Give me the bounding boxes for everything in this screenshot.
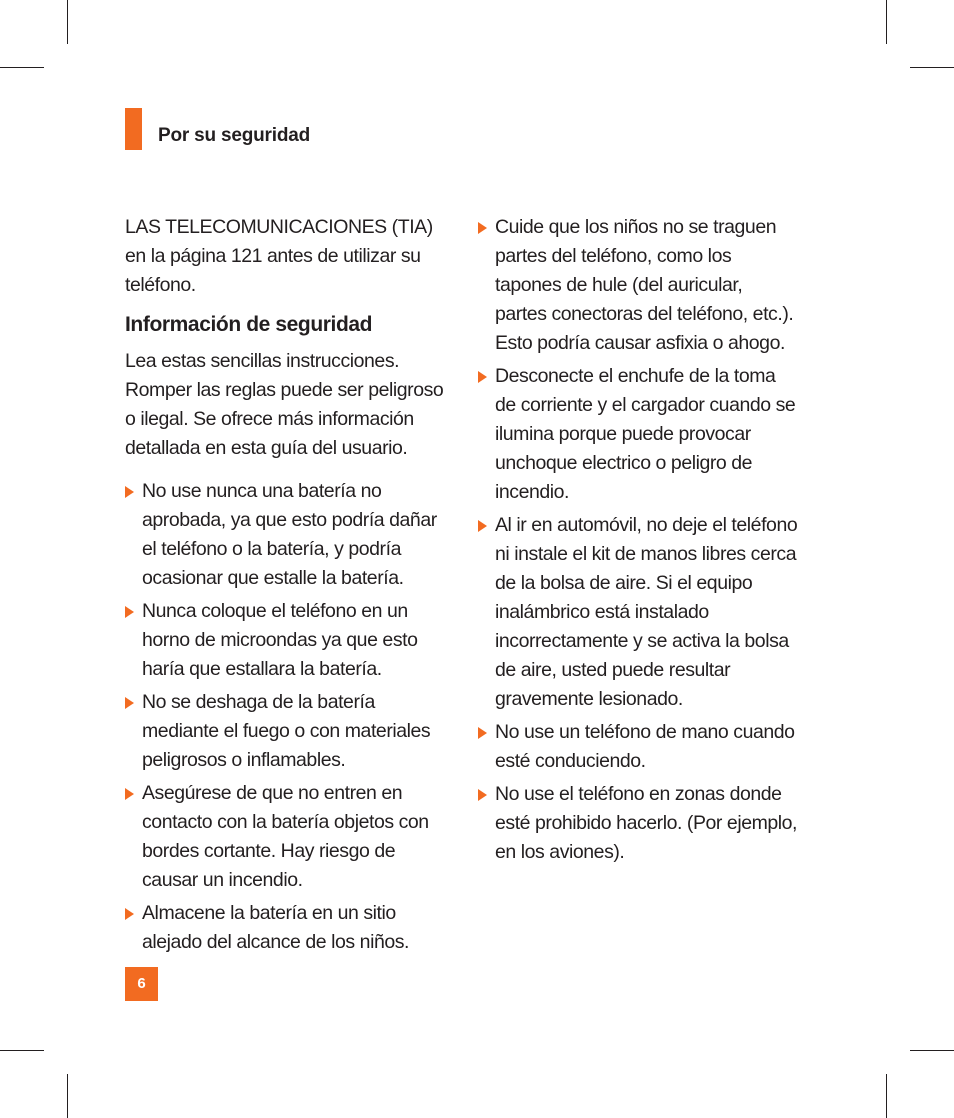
triangle-bullet-icon	[125, 908, 134, 920]
list-item-text: No use nunca una batería no aprobada, ya que esto podría dañar el teléfono o la batería, y podría ocasionar que estalle la batería.	[142, 480, 437, 589]
page-title: Por su seguridad	[158, 125, 311, 146]
right-column	[478, 213, 798, 871]
list-item	[478, 511, 798, 714]
list-item	[478, 213, 798, 358]
safety-list-left	[125, 477, 455, 957]
crop-mark	[886, 1074, 887, 1118]
triangle-bullet-icon	[125, 486, 134, 498]
list-item-text: No use un teléfono de mano cuando esté conduciendo.	[495, 721, 795, 772]
left-column	[125, 213, 455, 961]
list-item	[125, 899, 455, 957]
lead-paragraph: Lea estas sencillas instrucciones. Romper las reglas puede ser peligroso o ilegal. Se ofrece más información detallada en esta guía del usuario.	[125, 350, 444, 459]
triangle-bullet-icon	[478, 520, 487, 532]
crop-mark	[910, 67, 954, 68]
list-item	[125, 597, 455, 684]
list-item-text: Al ir en automóvil, no deje el teléfono ni instale el kit de manos libres cerca de la bolsa de aire. Si el equipo inalámbrico está instalado incorrectamente y se activa la bolsa de aire, usted puede resultar gravemente lesionado.	[495, 514, 798, 710]
triangle-bullet-icon	[125, 788, 134, 800]
section-heading: Información de seguridad	[125, 313, 373, 336]
list-item-text: No use el teléfono en zonas donde esté prohibido hacerlo. (Por ejemplo, en los aviones).	[495, 783, 798, 863]
crop-mark	[886, 0, 887, 44]
list-item-text: Almacene la batería en un sitio alejado del alcance de los niños.	[142, 902, 410, 953]
list-item-text: Desconecte el enchufe de la toma de corriente y el cargador cuando se ilumina porque puede provocar unchoque electrico o peligro de incendio.	[495, 365, 796, 503]
list-item	[125, 779, 455, 895]
list-item-text: Nunca coloque el teléfono en un horno de microondas ya que esto haría que estallara la batería.	[142, 600, 418, 680]
triangle-bullet-icon	[478, 789, 487, 801]
triangle-bullet-icon	[478, 222, 487, 234]
list-item	[478, 780, 798, 867]
triangle-bullet-icon	[478, 727, 487, 739]
crop-mark	[67, 1074, 68, 1118]
triangle-bullet-icon	[125, 606, 134, 618]
intro-paragraph: LAS TELECOMUNICACIONES (TIA) en la página 121 antes de utilizar su teléfono.	[125, 216, 433, 296]
page-number: 6	[125, 967, 158, 1001]
triangle-bullet-icon	[125, 697, 134, 709]
list-item	[478, 362, 798, 507]
crop-mark	[910, 1050, 954, 1051]
crop-mark	[0, 1050, 44, 1051]
header-accent-bar	[125, 108, 142, 150]
triangle-bullet-icon	[478, 371, 487, 383]
crop-mark	[67, 0, 68, 44]
list-item	[125, 688, 455, 775]
crop-mark	[0, 67, 44, 68]
list-item-text: Cuide que los niños no se traguen partes del teléfono, como los tapones de hule (del auricular, partes conectoras del teléfono, etc.). Esto podría causar asfixia o ahogo.	[495, 216, 794, 354]
list-item-text: Asegúrese de que no entren en contacto con la batería objetos con bordes cortante. Hay riesgo de causar un incendio.	[142, 782, 429, 891]
list-item	[478, 718, 798, 776]
list-item-text: No se deshaga de la batería mediante el fuego o con materiales peligrosos o inflamables.	[142, 691, 431, 771]
safety-list-right	[478, 213, 798, 867]
list-item	[125, 477, 455, 593]
